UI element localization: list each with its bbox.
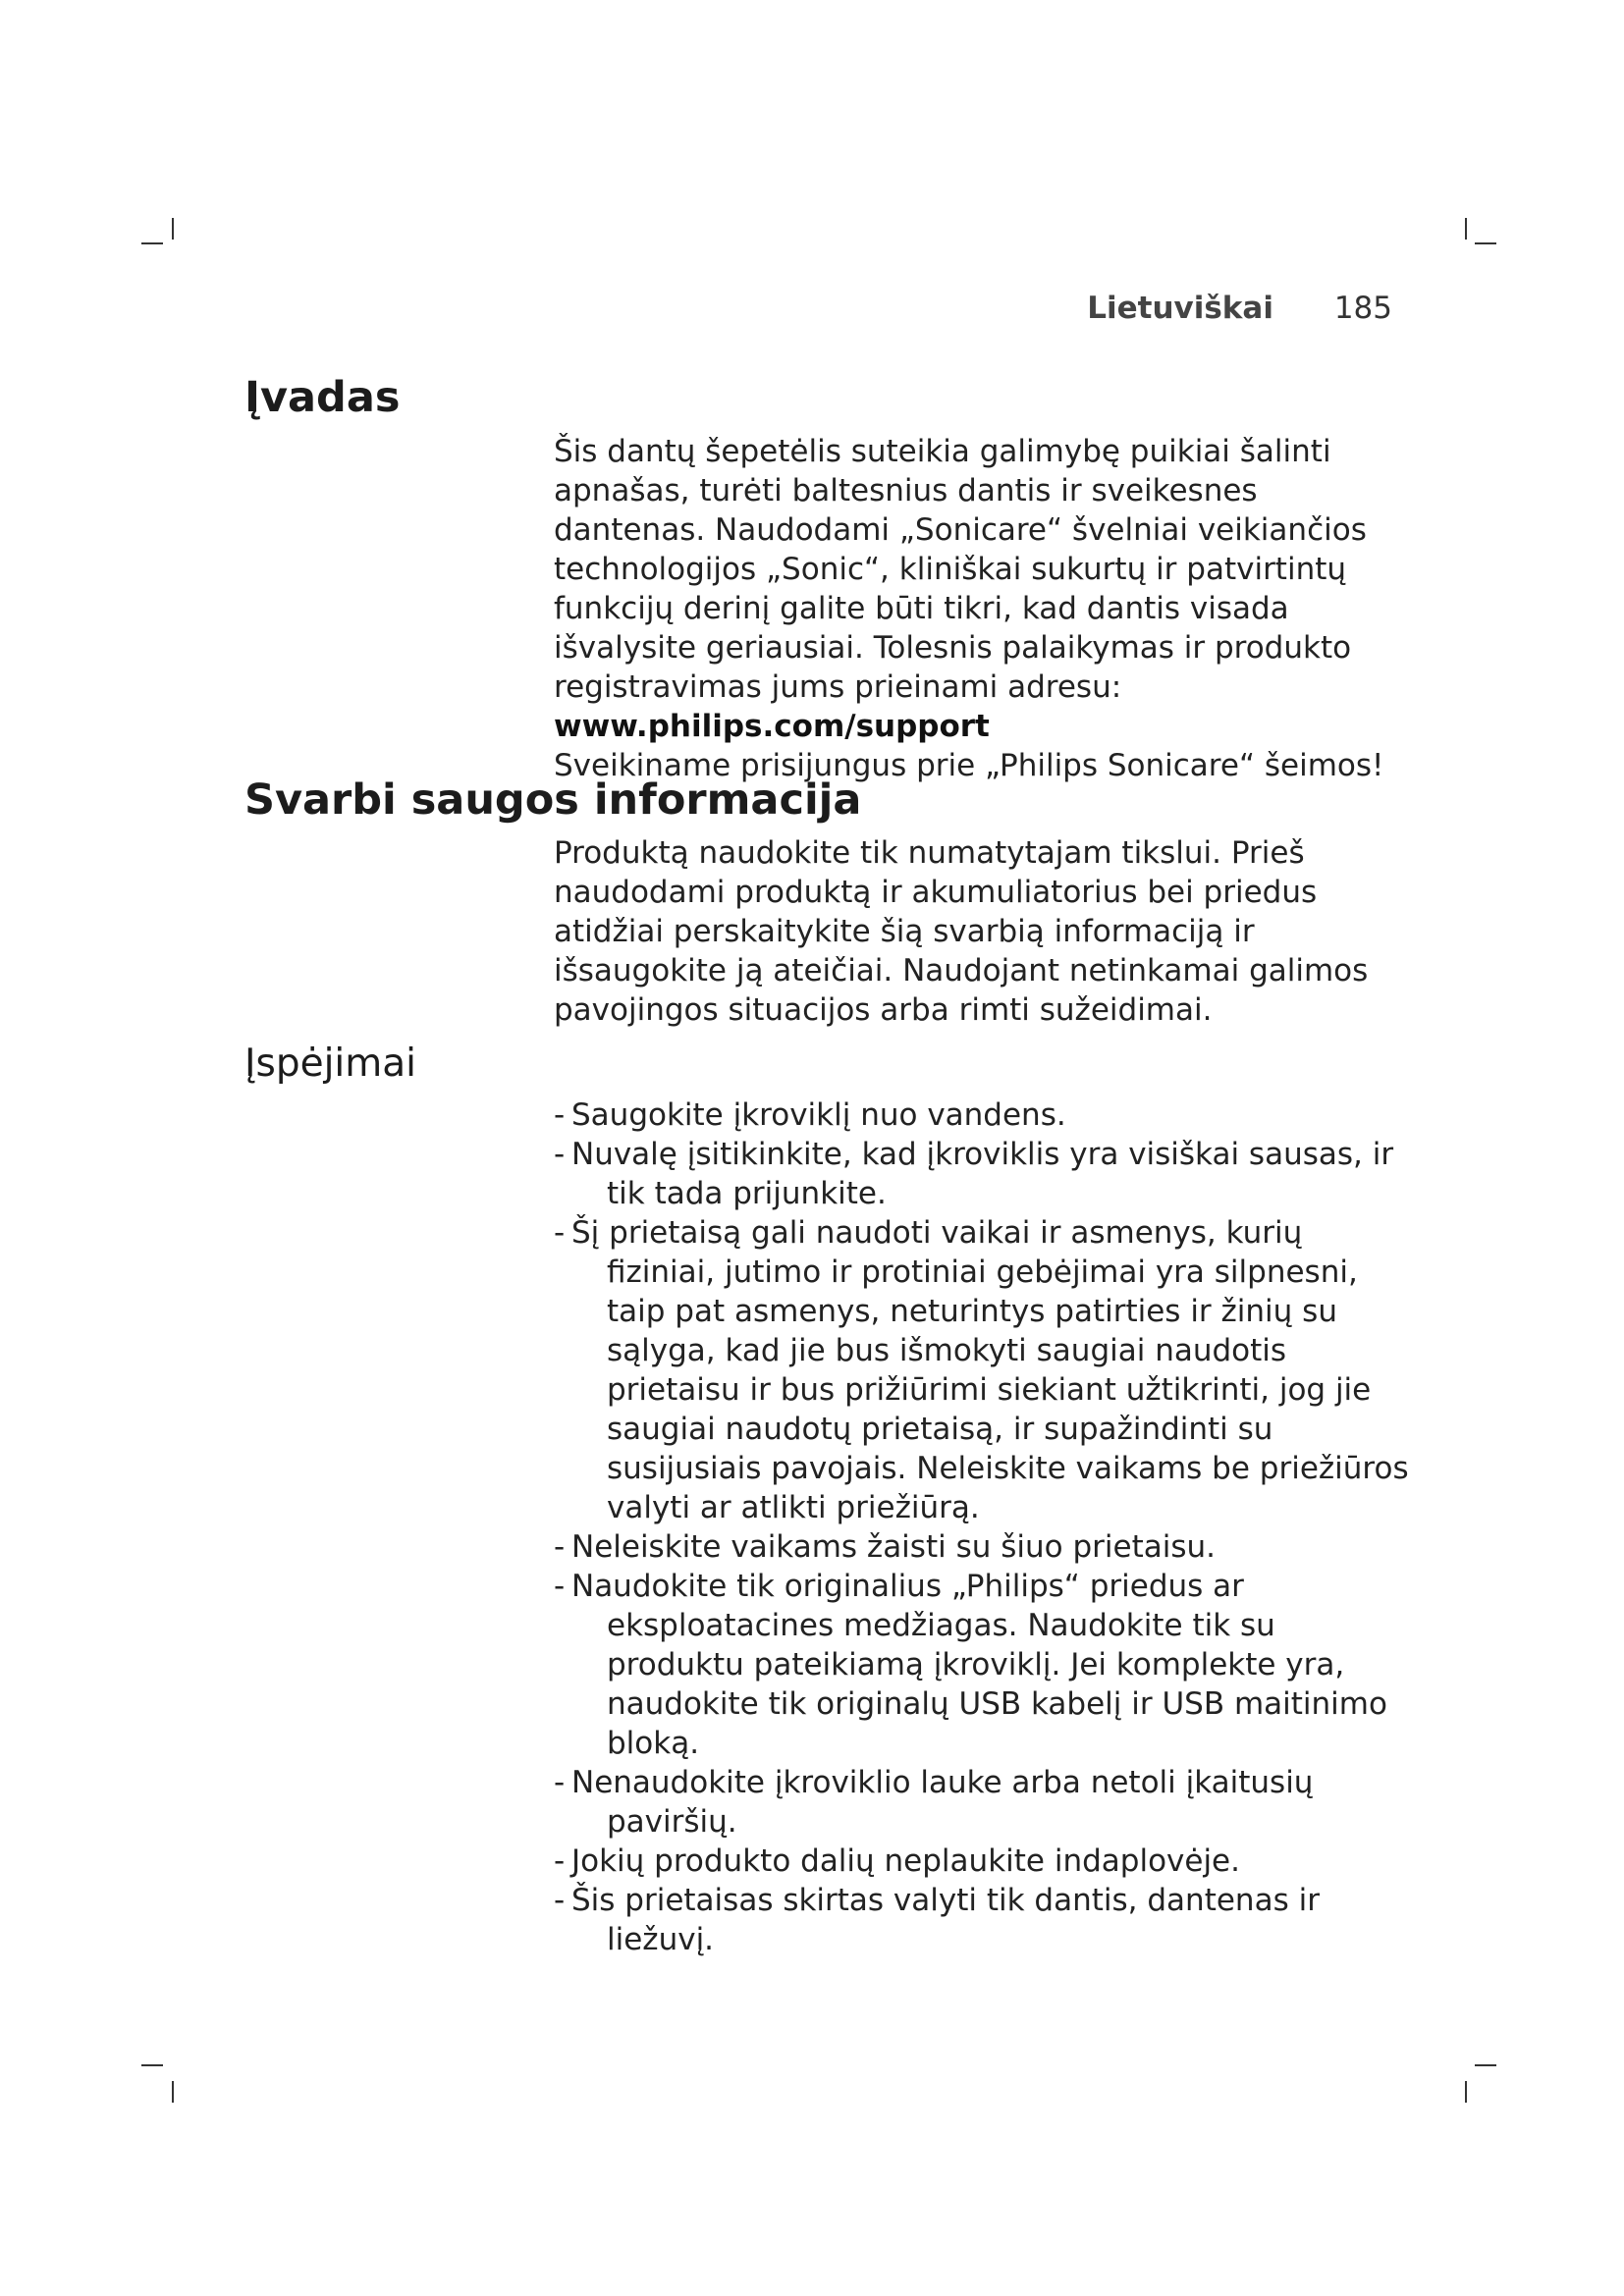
list-item-text: Nenaudokite įkroviklio lauke arba netoli įkaitusių paviršių. xyxy=(571,1765,1314,1840)
crop-mark-bottom-left-v xyxy=(172,2081,174,2103)
list-item xyxy=(554,1881,1418,1959)
list-dash: - xyxy=(554,1765,566,1800)
intro-heading: Įvadas xyxy=(244,373,401,422)
crop-mark-top-left-v xyxy=(172,218,174,240)
intro-paragraph xyxy=(554,432,1418,746)
list-dash: - xyxy=(554,1137,566,1172)
list-item-text: Naudokite tik originalius „Philips“ priedus ar eksploatacines medžiagas. Naudokite tik su produktu pateikiamą įkroviklį. Jei komplekte yra, naudokite tik originalų USB kabelį ir USB maitinimo bloką. xyxy=(571,1569,1387,1761)
list-item xyxy=(554,1095,1418,1135)
crop-mark-bottom-right-v xyxy=(1465,2081,1467,2103)
header-language: Lietuviškai xyxy=(1087,291,1273,326)
intro-text: Šis dantų šepetėlis suteikia galimybę puikiai šalinti apnašas, turėti baltesnius dantis ir sveikesnes dantenas. Naudodami „Sonicare“ švelniai veikiančios technologijos „Sonic“, kliniškai sukurtų ir patvirtintų funkcijų derinį galite būti tikri, kad dantis visada išvalysite geriausiai. Tolesnis palaikymas ir produkto registravimas jums prieinami adresu: xyxy=(554,434,1367,705)
list-dash: - xyxy=(554,1843,566,1879)
list-dash: - xyxy=(554,1215,566,1251)
list-item xyxy=(554,1567,1418,1763)
running-header xyxy=(1087,291,1392,326)
crop-mark-bottom-left-h xyxy=(141,2064,163,2066)
page-number: 185 xyxy=(1333,291,1392,326)
warnings-heading: Įspėjimai xyxy=(244,1041,416,1086)
safety-paragraph: Produktą naudokite tik numatytajam tikslui. Prieš naudodami produktą ir akumuliatorius bei priedus atidžiai perskaitykite šią svarbią informaciją ir išsaugokite ją ateičiai. Naudojant netinkamai galimos pavojingos situacijos arba rimti sužeidimai. xyxy=(554,835,1369,1028)
safety-heading: Svarbi saugos informacija xyxy=(244,775,862,825)
list-item-text: Šis prietaisas skirtas valyti tik dantis, dantenas ir liežuvį. xyxy=(571,1883,1320,1957)
list-item-text: Neleiskite vaikams žaisti su šiuo prietaisu. xyxy=(571,1529,1216,1565)
list-item xyxy=(554,1763,1418,1842)
intro-body xyxy=(554,432,1418,785)
welcome-text: Sveikiname prisijungus prie „Philips Sonicare“ šeimos! xyxy=(554,748,1384,783)
crop-mark-top-left-h xyxy=(141,242,163,244)
list-item xyxy=(554,1135,1418,1213)
list-item xyxy=(554,1842,1418,1881)
warnings-list xyxy=(554,1095,1418,1959)
safety-body xyxy=(554,833,1418,1030)
list-item-text: Saugokite įkroviklį nuo vandens. xyxy=(571,1097,1066,1133)
crop-mark-top-right-h xyxy=(1475,242,1496,244)
list-item-text: Jokių produkto dalių neplaukite indaplovėje. xyxy=(571,1843,1240,1879)
list-item xyxy=(554,1213,1418,1527)
support-link[interactable]: www.philips.com/support xyxy=(554,709,990,744)
list-dash: - xyxy=(554,1097,566,1133)
crop-mark-bottom-right-h xyxy=(1475,2064,1496,2066)
list-item-text: Nuvalę įsitikinkite, kad įkroviklis yra visiškai sausas, ir tik tada prijunkite. xyxy=(571,1137,1394,1211)
crop-mark-top-right-v xyxy=(1465,218,1467,240)
list-dash: - xyxy=(554,1569,566,1604)
list-dash: - xyxy=(554,1883,566,1918)
list-item-text: Šį prietaisą gali naudoti vaikai ir asmenys, kurių fiziniai, jutimo ir protiniai gebėjimai yra silpnesni, taip pat asmenys, neturintys patirties ir žinių su sąlyga, kad jie bus išmokyti saugiai naudotis prietaisu ir bus prižiūrimi siekiant užtikrinti, jog jie saugiai naudotų prietaisą, ir supažindinti su susijusiais pavojais. Neleiskite vaikams be priežiūros valyti ar atlikti priežiūrą. xyxy=(571,1215,1409,1525)
list-dash: - xyxy=(554,1529,566,1565)
list-item xyxy=(554,1527,1418,1567)
